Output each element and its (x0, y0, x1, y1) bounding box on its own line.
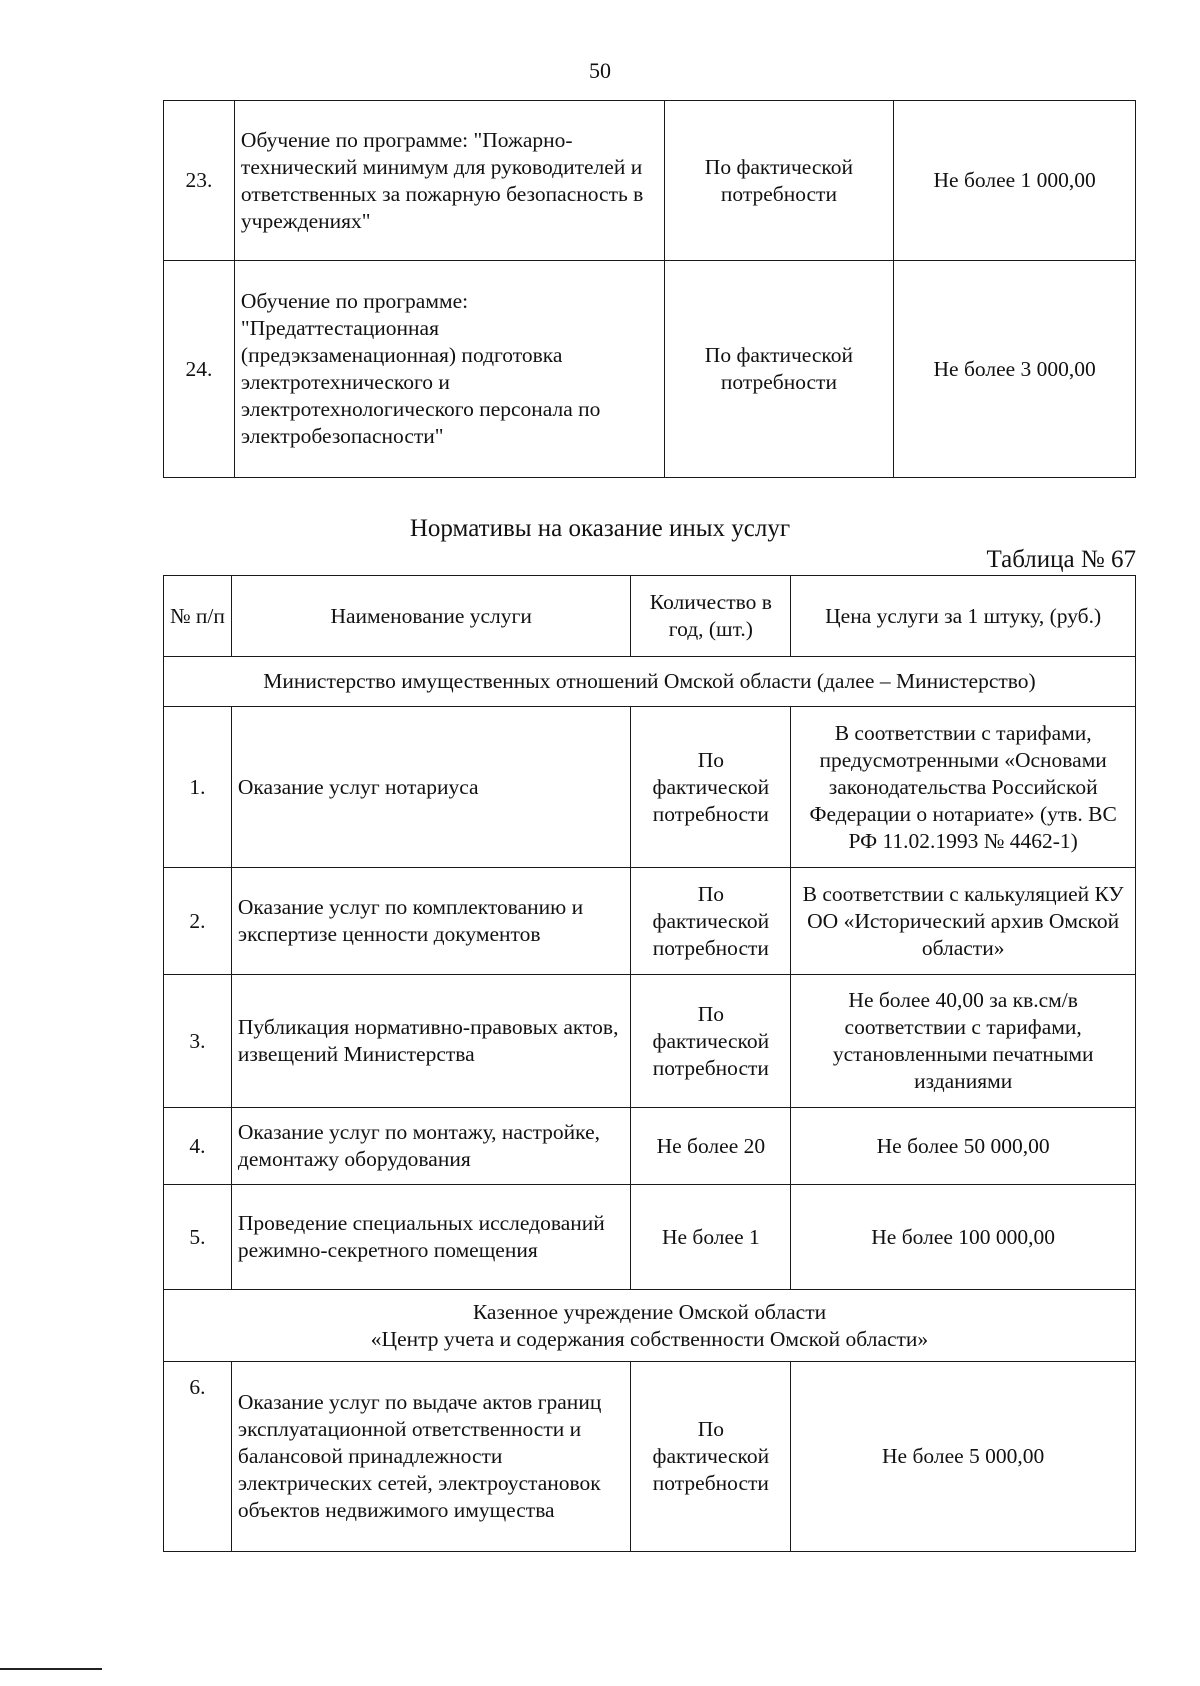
service-name: Публикация нормативно-правовых актов, извещений Министерства (231, 975, 630, 1108)
group-title (164, 1290, 1136, 1362)
table-row (164, 868, 1136, 975)
service-name: Обучение по программе: "Предаттестационная (предэкзаменационная) подготовка электротехнического и электротехнологического персонала по электробезопасности" (234, 261, 664, 478)
row-number: 3. (164, 975, 232, 1108)
service-name: Обучение по программе: "Пожарно-технический минимум для руководителей и ответственных за пожарную безопасность в учреждениях" (234, 101, 664, 261)
table-header-row (164, 576, 1136, 657)
service-price: Не более 5 000,00 (791, 1362, 1136, 1552)
service-price: Не более 50 000,00 (791, 1108, 1136, 1185)
row-number: 23. (164, 101, 235, 261)
row-number: 6. (164, 1362, 232, 1552)
service-price: В соответствии с тарифами, предусмотренными «Основами законодательства Российской Федерации о нотариате» (утв. ВС РФ 11.02.1993 № 4462-1) (791, 707, 1136, 868)
row-number: 24. (164, 261, 235, 478)
page-number: 50 (589, 58, 611, 83)
group-title-line: Казенное учреждение Омской области (472, 1299, 827, 1324)
row-number: 1. (164, 707, 232, 868)
table-row (164, 101, 1136, 261)
row-number: 2. (164, 868, 232, 975)
table-row (164, 975, 1136, 1108)
table-row (164, 261, 1136, 478)
service-price: Не более 100 000,00 (791, 1185, 1136, 1290)
table-row (164, 1108, 1136, 1185)
service-quantity: По фактической потребности (631, 975, 791, 1108)
table-row (164, 1185, 1136, 1290)
service-price: Не более 40,00 за кв.см/в соответствии с тарифами, установленными печатными изданиями (791, 975, 1136, 1108)
footer-rule (0, 1668, 102, 1670)
header-price: Цена услуги за 1 штуку, (руб.) (791, 576, 1136, 657)
group-title: Министерство имущественных отношений Омской области (далее – Министерство) (164, 657, 1136, 707)
group-title-line: «Центр учета и содержания собственности Омской области» (370, 1326, 929, 1351)
service-quantity: Не более 20 (631, 1108, 791, 1185)
row-number: 4. (164, 1108, 232, 1185)
service-price: В соответствии с калькуляцией КУ ОО «Исторический архив Омской области» (791, 868, 1136, 975)
continuation-table (163, 100, 1136, 478)
table-row (164, 1362, 1136, 1552)
group-row (164, 657, 1136, 707)
services-table (163, 575, 1136, 1552)
service-name: Оказание услуг нотариуса (231, 707, 630, 868)
service-quantity: По фактической потребности (664, 261, 894, 478)
service-quantity: Не более 1 (631, 1185, 791, 1290)
table-caption: Таблица № 67 (986, 546, 1136, 573)
service-quantity: По фактической потребности (631, 868, 791, 975)
service-name: Оказание услуг по выдаче актов границ эксплуатационной ответственности и балансовой принадлежности электрических сетей, электроустановок объектов недвижимого имущества (231, 1362, 630, 1552)
service-price: Не более 3 000,00 (894, 261, 1136, 478)
header-quantity: Количество в год, (шт.) (631, 576, 791, 657)
service-quantity: По фактической потребности (631, 1362, 791, 1552)
header-name: Наименование услуги (231, 576, 630, 657)
group-row (164, 1290, 1136, 1362)
service-price: Не более 1 000,00 (894, 101, 1136, 261)
header-number: № п/п (164, 576, 232, 657)
service-quantity: По фактической потребности (664, 101, 894, 261)
service-name: Проведение специальных исследований режимно-секретного помещения (231, 1185, 630, 1290)
service-quantity: По фактической потребности (631, 707, 791, 868)
row-number: 5. (164, 1185, 232, 1290)
service-name: Оказание услуг по комплектованию и экспертизе ценности документов (231, 868, 630, 975)
table-row (164, 707, 1136, 868)
service-name: Оказание услуг по монтажу, настройке, демонтажу оборудования (231, 1108, 630, 1185)
section-title: Нормативы на оказание иных услуг (409, 515, 791, 542)
